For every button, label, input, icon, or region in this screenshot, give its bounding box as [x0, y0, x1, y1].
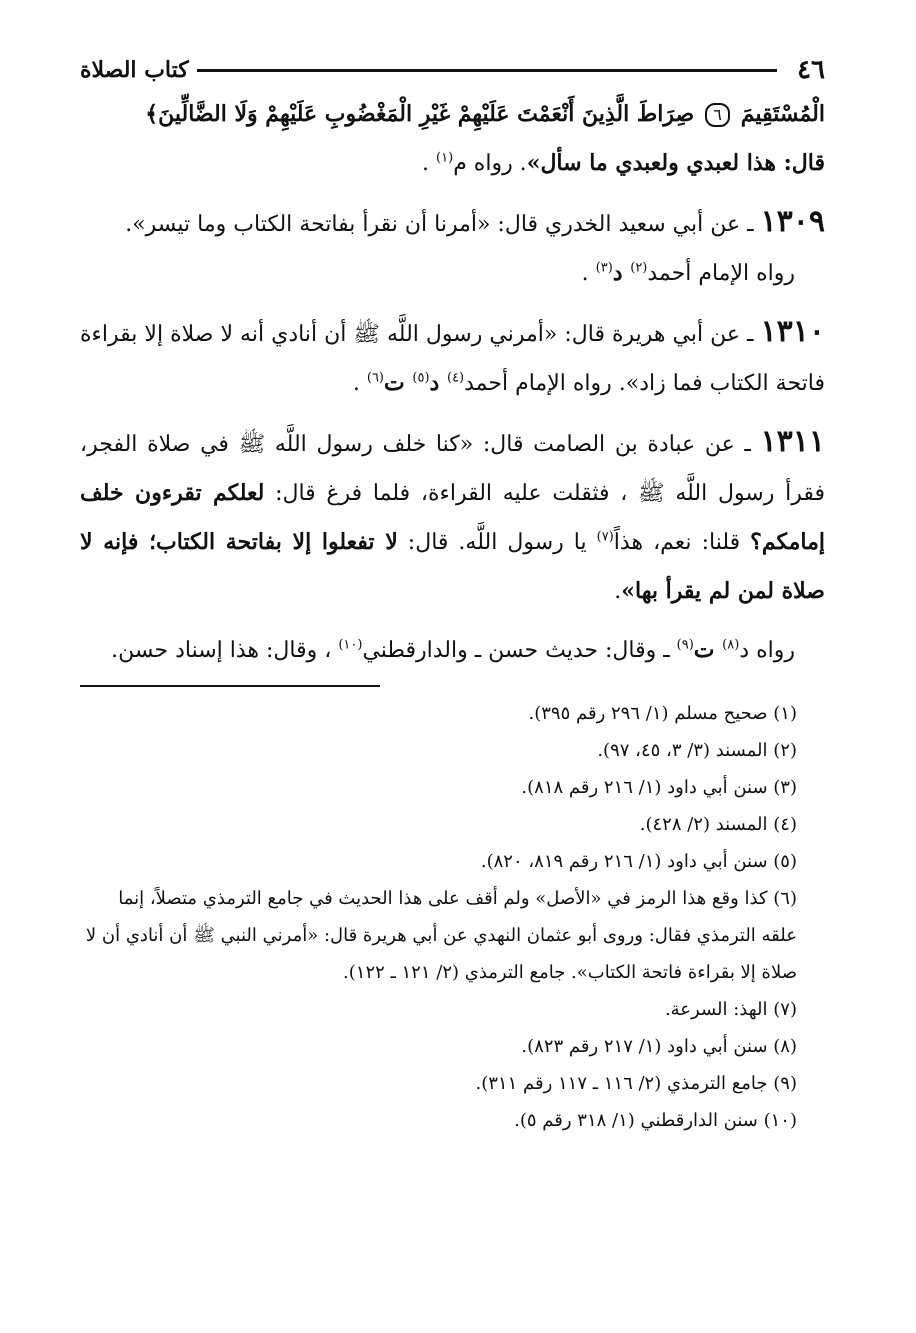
header-rule: [197, 69, 777, 72]
hadith-text: ـ عن عبادة بن الصامت قال: «كنا خلف رسول اللَّه ﷺ في صلاة الفجر، فقرأ رسول اللَّه ﷺ ، فثقلت عليه القراءة، فلما فرغ قال:: [80, 432, 825, 506]
footnote: (١٠) سنن الدارقطني (١/ ٣١٨ رقم ٥).: [514, 1110, 797, 1131]
footnotes: [80, 695, 825, 1139]
book-title: كتاب الصلاة: [80, 57, 189, 83]
quran-close-bracket: ﴾: [145, 101, 159, 127]
quran-ref-end: .: [422, 151, 437, 176]
hadith-number: ١٣١١: [760, 424, 825, 459]
footnote: (١) صحيح مسلم (١/ ٢٩٦ رقم ٣٩٥).: [528, 703, 797, 724]
reference-text: رواه د: [739, 638, 795, 663]
footnote: (٥) سنن أبي داود (١/ ٢١٦ رقم ٨١٩، ٨٢٠).: [480, 851, 797, 872]
page-header: [80, 50, 825, 90]
prophet-speech: لا تفعلوا إلا بفاتحة الكتاب؛ فإنه لا صلاة لمن لم يقرأ بها»: [80, 529, 825, 604]
hadith-number: ١٣٠٩: [760, 204, 825, 239]
hadith-text: ـ عن أبي هريرة قال: «أمرني رسول اللَّه ﷺ أن أنادي أنه لا صلاة إلا بقراءة فاتحة الكتاب فما زاد». رواه الإمام أحمد: [80, 322, 825, 396]
footnote: (٢) المسند (٣/ ٣، ٤٥، ٩٧).: [597, 740, 797, 761]
footnote-ref-10: (١٠): [338, 637, 363, 653]
hadith-1310: [80, 308, 825, 408]
hadith-text: .: [614, 579, 622, 604]
verse-number-mark: ٦: [705, 103, 730, 127]
footnote-ref-9: (٩): [676, 637, 694, 653]
footnote-ref-1: (١): [436, 150, 454, 166]
quran-verse-text: صِرَاطَ الَّذِينَ أَنْعَمْتَ عَلَيْهِمْ غَيْرِ الْمَغْضُوبِ عَلَيْهِمْ وَلَا الضَّالِّينَ: [158, 101, 695, 127]
hadith-1309: [80, 198, 825, 249]
footnote-ref-6: (٦): [366, 370, 384, 386]
reference-text: ، وقال: هذا إسناد حسن.: [111, 638, 339, 663]
hadith-number: ١٣١٠: [760, 314, 825, 349]
footnote-separator: [80, 685, 380, 687]
prophet-speech: لعلكم تقرءون خلف إمامكم؟: [80, 480, 826, 555]
hadith-qudsi-ending: قال: هذا لعبدي ولعبدي ما سأل»: [526, 150, 825, 176]
footnote: (٤) المسند (٢/ ٤٢٨).: [639, 814, 797, 835]
reference-symbol: ت: [693, 637, 723, 663]
hadith-1309-reference: [80, 249, 825, 298]
reference-text: رواه الإمام أحمد: [647, 261, 795, 286]
quran-ref: . رواه م: [453, 151, 527, 176]
footnote: (٨) سنن أبي داود (١/ ٢١٧ رقم ٨٢٣).: [521, 1036, 797, 1057]
reference-end: .: [581, 261, 596, 286]
reference-symbol: د: [612, 260, 631, 286]
footnote-ref-4: (٤): [446, 370, 465, 386]
footnote-ref-5: (٥): [412, 370, 430, 386]
page: [80, 50, 825, 1139]
footnote: (٣) سنن أبي داود (١/ ٢١٦ رقم ٨١٨).: [521, 777, 797, 798]
hadith-text: يا رسول اللَّه. قال:: [397, 530, 597, 555]
hadith-1311-reference: [80, 626, 825, 675]
quran-word: الْمُسْتَقِيمَ: [740, 101, 825, 127]
hadith-text: ـ عن أبي سعيد الخدري قال: «أمرنا أن نقرأ بفاتحة الكتاب وما تيسر».: [125, 212, 761, 237]
hadith-1311: [80, 418, 825, 616]
footnote-ref-8: (٨): [722, 637, 740, 653]
footnote-ref-2: (٢): [630, 260, 648, 276]
footnote: (٩) جامع الترمذي (٢/ ١١٦ ـ ١١٧ رقم ٣١١).: [475, 1073, 797, 1094]
footnote: (٧) الهذ: السرعة.: [664, 999, 797, 1020]
footnote: (٦) كذا وقع هذا الرمز في «الأصل» ولم أقف على هذا الحديث في جامع الترمذي متصلاً، إنما علقه الترمذي فقال: وروى أبو عثمان النهدي عن أبي هريرة قال: «أمرني النبي ﷺ أن أنادي أن لا صلاة إلا بقراءة فاتحة الكتاب». جامع الترمذي (٢/ ١٢١ ـ ١٢٢).: [85, 888, 797, 983]
quran-passage: [80, 90, 825, 188]
footnote-separator-wrap: [80, 675, 825, 695]
reference-text: ـ وقال: حديث حسن ـ والدارقطني: [362, 638, 677, 663]
page-number: ٤٦: [797, 55, 825, 85]
hadith-text: قلنا: نعم، هذاً: [613, 530, 751, 555]
reference-end: .: [352, 371, 367, 396]
footnote-ref-3: (٣): [595, 260, 613, 276]
reference-symbol: ت: [384, 370, 413, 396]
footnote-ref-7: (٧): [596, 529, 614, 545]
reference-symbol: د: [429, 370, 447, 396]
